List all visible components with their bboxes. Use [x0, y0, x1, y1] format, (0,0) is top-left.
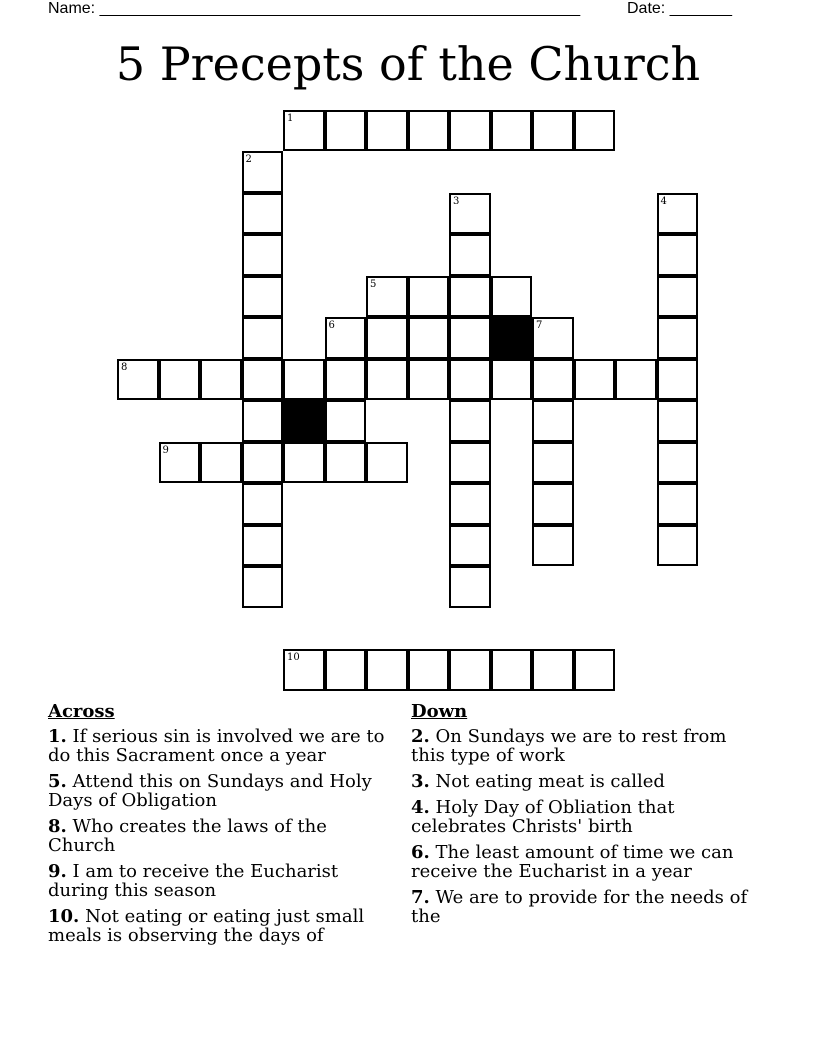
crossword-cell[interactable]	[532, 525, 574, 567]
clue-item-number: 7.	[411, 887, 430, 908]
clue-item	[48, 817, 388, 855]
crossword-cell[interactable]	[242, 400, 284, 442]
crossword-cell[interactable]	[449, 649, 491, 691]
crossword-cell[interactable]	[449, 276, 491, 318]
across-clue-list	[48, 727, 388, 945]
crossword-cell[interactable]	[574, 359, 616, 401]
clue-item-text: Attend this on Sundays and Holy Days of Obligation	[48, 771, 372, 811]
crossword-cell[interactable]	[242, 234, 284, 276]
crossword-cell[interactable]	[325, 649, 367, 691]
crossword-cell[interactable]	[325, 442, 367, 484]
clue-item	[411, 888, 751, 926]
crossword-cell[interactable]	[657, 193, 699, 235]
crossword-cell[interactable]	[325, 317, 367, 359]
down-heading: Down	[411, 701, 468, 722]
crossword-cell[interactable]	[200, 442, 242, 484]
down-clues	[411, 702, 751, 933]
crossword-cell[interactable]	[449, 317, 491, 359]
clue-item	[411, 727, 751, 765]
clue-number: 3	[453, 195, 460, 207]
crossword-cell[interactable]	[532, 359, 574, 401]
date-blank[interactable]: _______	[669, 0, 732, 17]
clue-item-number: 4.	[411, 797, 430, 818]
crossword-cell[interactable]	[117, 359, 159, 401]
clue-item-text: Not eating or eating just small meals is observing the days of	[48, 906, 365, 946]
clue-number: 7	[536, 320, 543, 331]
clue-item-number: 2.	[411, 726, 430, 747]
crossword-cell[interactable]	[408, 359, 450, 401]
clue-item-text: Holy Day of Obliation that celebrates Christs' birth	[411, 797, 675, 837]
clue-number: 10	[287, 652, 300, 663]
crossword-cell[interactable]	[532, 442, 574, 484]
clue-item-number: 1.	[48, 726, 67, 747]
crossword-cell[interactable]	[449, 442, 491, 484]
clue-item	[411, 843, 751, 881]
clue-item-text: I am to receive the Eucharist during this season	[48, 861, 339, 901]
clue-number: 2	[245, 154, 252, 165]
clue-item	[48, 772, 388, 810]
crossword-cell[interactable]	[408, 317, 450, 359]
clue-item	[48, 727, 388, 765]
crossword-cell[interactable]	[325, 110, 367, 152]
crossword-cell[interactable]	[242, 276, 284, 318]
crossword-cell[interactable]	[449, 359, 491, 401]
crossword-cell[interactable]	[449, 400, 491, 442]
crossword-cell[interactable]	[657, 442, 699, 484]
crossword-cell[interactable]	[532, 483, 574, 525]
crossword-cell[interactable]	[491, 276, 533, 318]
crossword-cell[interactable]	[242, 193, 284, 235]
crossword-cell[interactable]	[449, 566, 491, 608]
across-heading: Across	[48, 701, 115, 722]
crossword-cell[interactable]	[325, 359, 367, 401]
name-label: Name:	[48, 0, 96, 17]
crossword-cell[interactable]	[366, 649, 408, 691]
crossword-cell[interactable]	[532, 110, 574, 152]
crossword-cell[interactable]	[242, 483, 284, 525]
clue-item-text: Who creates the laws of the Church	[48, 816, 327, 856]
crossword-cell[interactable]	[242, 151, 284, 193]
across-clues	[48, 702, 388, 952]
crossword-cell[interactable]	[657, 359, 699, 401]
clue-item	[411, 772, 751, 791]
clue-item-text: On Sundays we are to rest from this type of work	[411, 726, 727, 766]
crossword-cell[interactable]	[491, 359, 533, 401]
crossword-cell[interactable]	[242, 442, 284, 484]
crossword-cell[interactable]	[242, 359, 284, 401]
crossword-cell[interactable]	[200, 359, 242, 401]
clue-item	[48, 907, 388, 945]
crossword-cell[interactable]	[532, 649, 574, 691]
clue-number: 6	[328, 320, 335, 331]
black-cell	[283, 400, 325, 442]
crossword-cell[interactable]	[283, 649, 325, 691]
clue-item-number: 8.	[48, 816, 67, 837]
clue-item	[411, 798, 751, 836]
crossword-cell[interactable]	[283, 359, 325, 401]
clue-item-number: 10.	[48, 906, 80, 927]
crossword-cell[interactable]	[657, 525, 699, 567]
crossword-cell[interactable]	[366, 110, 408, 152]
crossword-cell[interactable]	[242, 566, 284, 608]
crossword-cell[interactable]	[325, 400, 367, 442]
crossword-cell[interactable]	[657, 317, 699, 359]
crossword-cell[interactable]	[159, 442, 201, 484]
crossword-cell[interactable]	[242, 525, 284, 567]
clue-item-text: The least amount of time we can receive the Eucharist in a year	[411, 842, 734, 882]
crossword-cell[interactable]	[408, 649, 450, 691]
crossword-cell[interactable]	[532, 400, 574, 442]
clue-number: 8	[121, 361, 128, 373]
crossword-cell[interactable]	[449, 525, 491, 567]
down-clue-list	[411, 727, 751, 926]
crossword-cell[interactable]	[615, 359, 657, 401]
crossword-cell[interactable]	[449, 234, 491, 276]
clue-number: 4	[660, 195, 667, 207]
clue-number: 5	[370, 278, 377, 290]
clue-item-number: 3.	[411, 771, 430, 792]
date-label: Date:	[627, 0, 666, 17]
crossword-cell[interactable]	[283, 442, 325, 484]
crossword-cell[interactable]	[408, 276, 450, 318]
crossword-cell[interactable]	[657, 483, 699, 525]
crossword-cell[interactable]	[449, 193, 491, 235]
crossword-cell[interactable]	[408, 110, 450, 152]
clue-item-number: 5.	[48, 771, 67, 792]
crossword-cell[interactable]	[574, 649, 616, 691]
crossword-cell[interactable]	[283, 110, 325, 152]
page-title: 5 Precepts of the Church	[115, 37, 701, 91]
crossword-cell[interactable]	[366, 276, 408, 318]
crossword-cell[interactable]	[366, 442, 408, 484]
clue-item	[48, 862, 388, 900]
clue-number: 1	[287, 112, 294, 124]
crossword-cell[interactable]	[449, 483, 491, 525]
crossword-cell[interactable]	[242, 317, 284, 359]
crossword-cell[interactable]	[366, 359, 408, 401]
crossword-cell[interactable]	[491, 649, 533, 691]
clue-number: 9	[162, 444, 169, 456]
crossword-cell[interactable]	[574, 110, 616, 152]
clue-item-text: Not eating meat is called	[435, 771, 665, 792]
crossword-cell[interactable]	[657, 400, 699, 442]
clue-item-text: If serious sin is involved we are to do this Sacrament once a year	[48, 726, 385, 766]
name-blank[interactable]: ______________________________________________________	[99, 0, 581, 17]
crossword-cell[interactable]	[159, 359, 201, 401]
clue-item-text: We are to provide for the needs of the	[411, 887, 748, 927]
clue-item-number: 9.	[48, 861, 67, 882]
crossword-cell[interactable]	[657, 234, 699, 276]
clue-item-number: 6.	[411, 842, 430, 863]
crossword-cell[interactable]	[657, 276, 699, 318]
crossword-cell[interactable]	[491, 110, 533, 152]
crossword-cell[interactable]	[366, 317, 408, 359]
crossword-cell[interactable]	[449, 110, 491, 152]
black-cell	[491, 317, 533, 359]
crossword-cell[interactable]	[532, 317, 574, 359]
